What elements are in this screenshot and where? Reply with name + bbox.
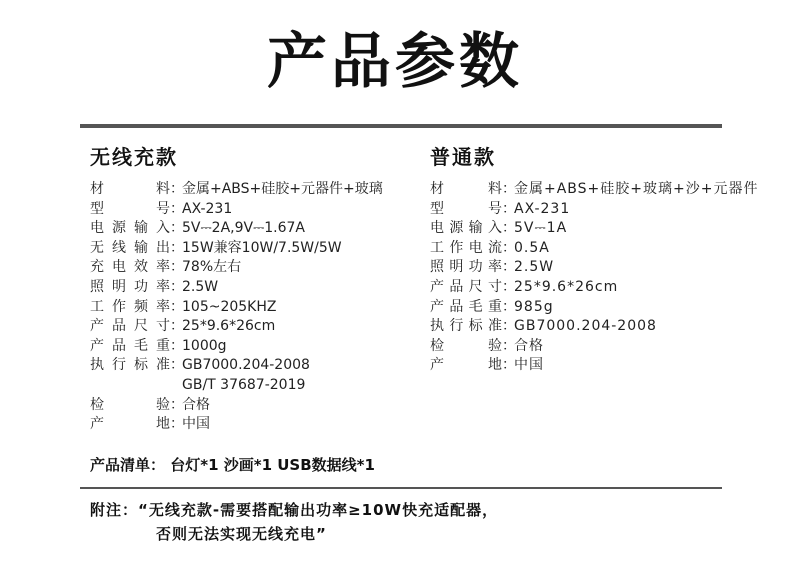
- spec-value: 中国: [514, 357, 544, 374]
- spec-separator: ：: [170, 220, 184, 237]
- spec-row: [90, 180, 410, 200]
- spec-row: [430, 219, 760, 239]
- spec-value: 5V⎓1A: [514, 220, 568, 237]
- spec-label: 检验: [90, 396, 170, 413]
- spec-separator: ：: [502, 239, 516, 256]
- standard-spec-list: [430, 180, 760, 376]
- spec-value: 5V⎓2A,9V⎓1.67A: [182, 220, 305, 237]
- standard-spec-column: [430, 142, 760, 376]
- spec-row: [90, 337, 410, 357]
- spec-label: 工作电流: [430, 239, 502, 256]
- spec-value: 0.5A: [514, 239, 550, 256]
- spec-label: 产品尺寸: [430, 278, 502, 295]
- spec-row: [90, 278, 410, 298]
- spec-separator: ：: [502, 337, 516, 354]
- wireless-spec-list: [90, 180, 410, 435]
- spec-value: 金属+ABS+硅胶+玻璃+沙+元器件: [514, 181, 759, 197]
- package-list-value: 台灯*1 沙画*1 USB数据线*1: [170, 456, 375, 474]
- spec-value: GB/T 37687-2019: [182, 376, 306, 393]
- spec-row: [430, 278, 760, 298]
- spec-row: [90, 317, 410, 337]
- spec-separator: ：: [502, 220, 516, 237]
- spec-label: [90, 376, 170, 396]
- spec-value: 985g: [514, 298, 554, 315]
- spec-separator: ：: [170, 337, 184, 354]
- spec-label: 产品毛重: [90, 337, 170, 354]
- wireless-spec-column: [90, 142, 410, 435]
- spec-value: 25*9.6*26cm: [514, 278, 619, 295]
- spec-value: AX-231: [182, 200, 233, 217]
- spec-label: 型号: [90, 200, 170, 217]
- spec-label: 产品尺寸: [90, 318, 170, 335]
- spec-value: AX-231: [514, 200, 571, 217]
- note-line-2: 否则无法实现无线充电”: [156, 525, 327, 543]
- spec-row: [430, 317, 760, 337]
- spec-label: 检验: [430, 337, 502, 354]
- spec-value: 15W兼容10W/7.5W/5W: [182, 239, 342, 256]
- package-list: [90, 455, 375, 475]
- spec-row: [90, 219, 410, 239]
- spec-label: 材料: [430, 181, 502, 197]
- spec-value: 金属+ABS+硅胶+元器件+玻璃: [182, 181, 383, 197]
- package-list-label: 产品清单：: [90, 456, 166, 474]
- spec-value: 2.5W: [514, 259, 555, 276]
- spec-label: 电源输入: [90, 220, 170, 237]
- spec-value: GB7000.204-2008: [514, 318, 657, 335]
- spec-label: 执行标准: [90, 357, 170, 374]
- bottom-divider: [80, 487, 722, 489]
- spec-label: 材料: [90, 181, 170, 197]
- spec-separator: ：: [502, 298, 516, 315]
- spec-label: 电源输入: [430, 220, 502, 237]
- spec-label: 照明功率: [430, 259, 502, 276]
- spec-label: 充电效率: [90, 259, 170, 276]
- spec-row: [430, 180, 760, 200]
- spec-row: [90, 239, 410, 259]
- spec-separator: ：: [170, 318, 184, 335]
- spec-separator: ：: [170, 200, 184, 217]
- spec-value: 合格: [182, 396, 210, 413]
- spec-separator: ：: [170, 181, 184, 197]
- spec-separator: ：: [502, 318, 516, 335]
- spec-row: [90, 356, 410, 376]
- note-line-1: 附注：“无线充款-需要搭配输出功率≥10W快充适配器，: [90, 501, 499, 519]
- spec-separator: ：: [170, 259, 184, 276]
- spec-label: 照明功率: [90, 278, 170, 295]
- spec-separator: ：: [170, 416, 184, 433]
- spec-separator: ：: [502, 181, 516, 197]
- spec-row: [90, 415, 410, 435]
- spec-row: [430, 200, 760, 220]
- spec-row: [90, 396, 410, 416]
- spec-label: 产品毛重: [430, 298, 502, 315]
- spec-separator: [170, 376, 182, 396]
- spec-row: [430, 258, 760, 278]
- spec-separator: ：: [170, 298, 184, 315]
- spec-label: 产地: [90, 416, 170, 433]
- spec-label: 无线输出: [90, 239, 170, 256]
- top-divider: [80, 124, 722, 128]
- spec-label: 工作频率: [90, 298, 170, 315]
- spec-row: [430, 337, 760, 357]
- spec-value: 78%左右: [182, 259, 242, 276]
- spec-separator: ：: [170, 396, 184, 413]
- spec-row: [430, 356, 760, 376]
- spec-label: 产地: [430, 357, 502, 374]
- spec-value: GB7000.204-2008: [182, 357, 310, 374]
- wireless-heading: 无线充款: [90, 145, 178, 169]
- spec-value: 25*9.6*26cm: [182, 318, 276, 335]
- spec-row: [430, 239, 760, 259]
- spec-separator: ：: [502, 259, 516, 276]
- standard-heading: 普通款: [430, 145, 496, 169]
- spec-row: [90, 258, 410, 278]
- spec-separator: ：: [502, 357, 516, 374]
- spec-row: [90, 200, 410, 220]
- spec-value: 2.5W: [182, 278, 219, 295]
- spec-label: 执行标准: [430, 318, 502, 335]
- spec-separator: ：: [502, 200, 516, 217]
- spec-row: [90, 298, 410, 318]
- spec-value: 中国: [182, 416, 210, 433]
- spec-separator: ：: [170, 357, 184, 374]
- spec-value: 105~205KHZ: [182, 298, 277, 315]
- spec-separator: ：: [170, 239, 184, 256]
- spec-row: [430, 298, 760, 318]
- spec-row: [90, 376, 410, 396]
- spec-separator: ：: [502, 278, 516, 295]
- spec-value: 1000g: [182, 337, 227, 354]
- spec-value: 合格: [514, 337, 544, 354]
- page-title: 产品参数: [267, 27, 523, 97]
- spec-separator: ：: [170, 278, 184, 295]
- spec-label: 型号: [430, 200, 502, 217]
